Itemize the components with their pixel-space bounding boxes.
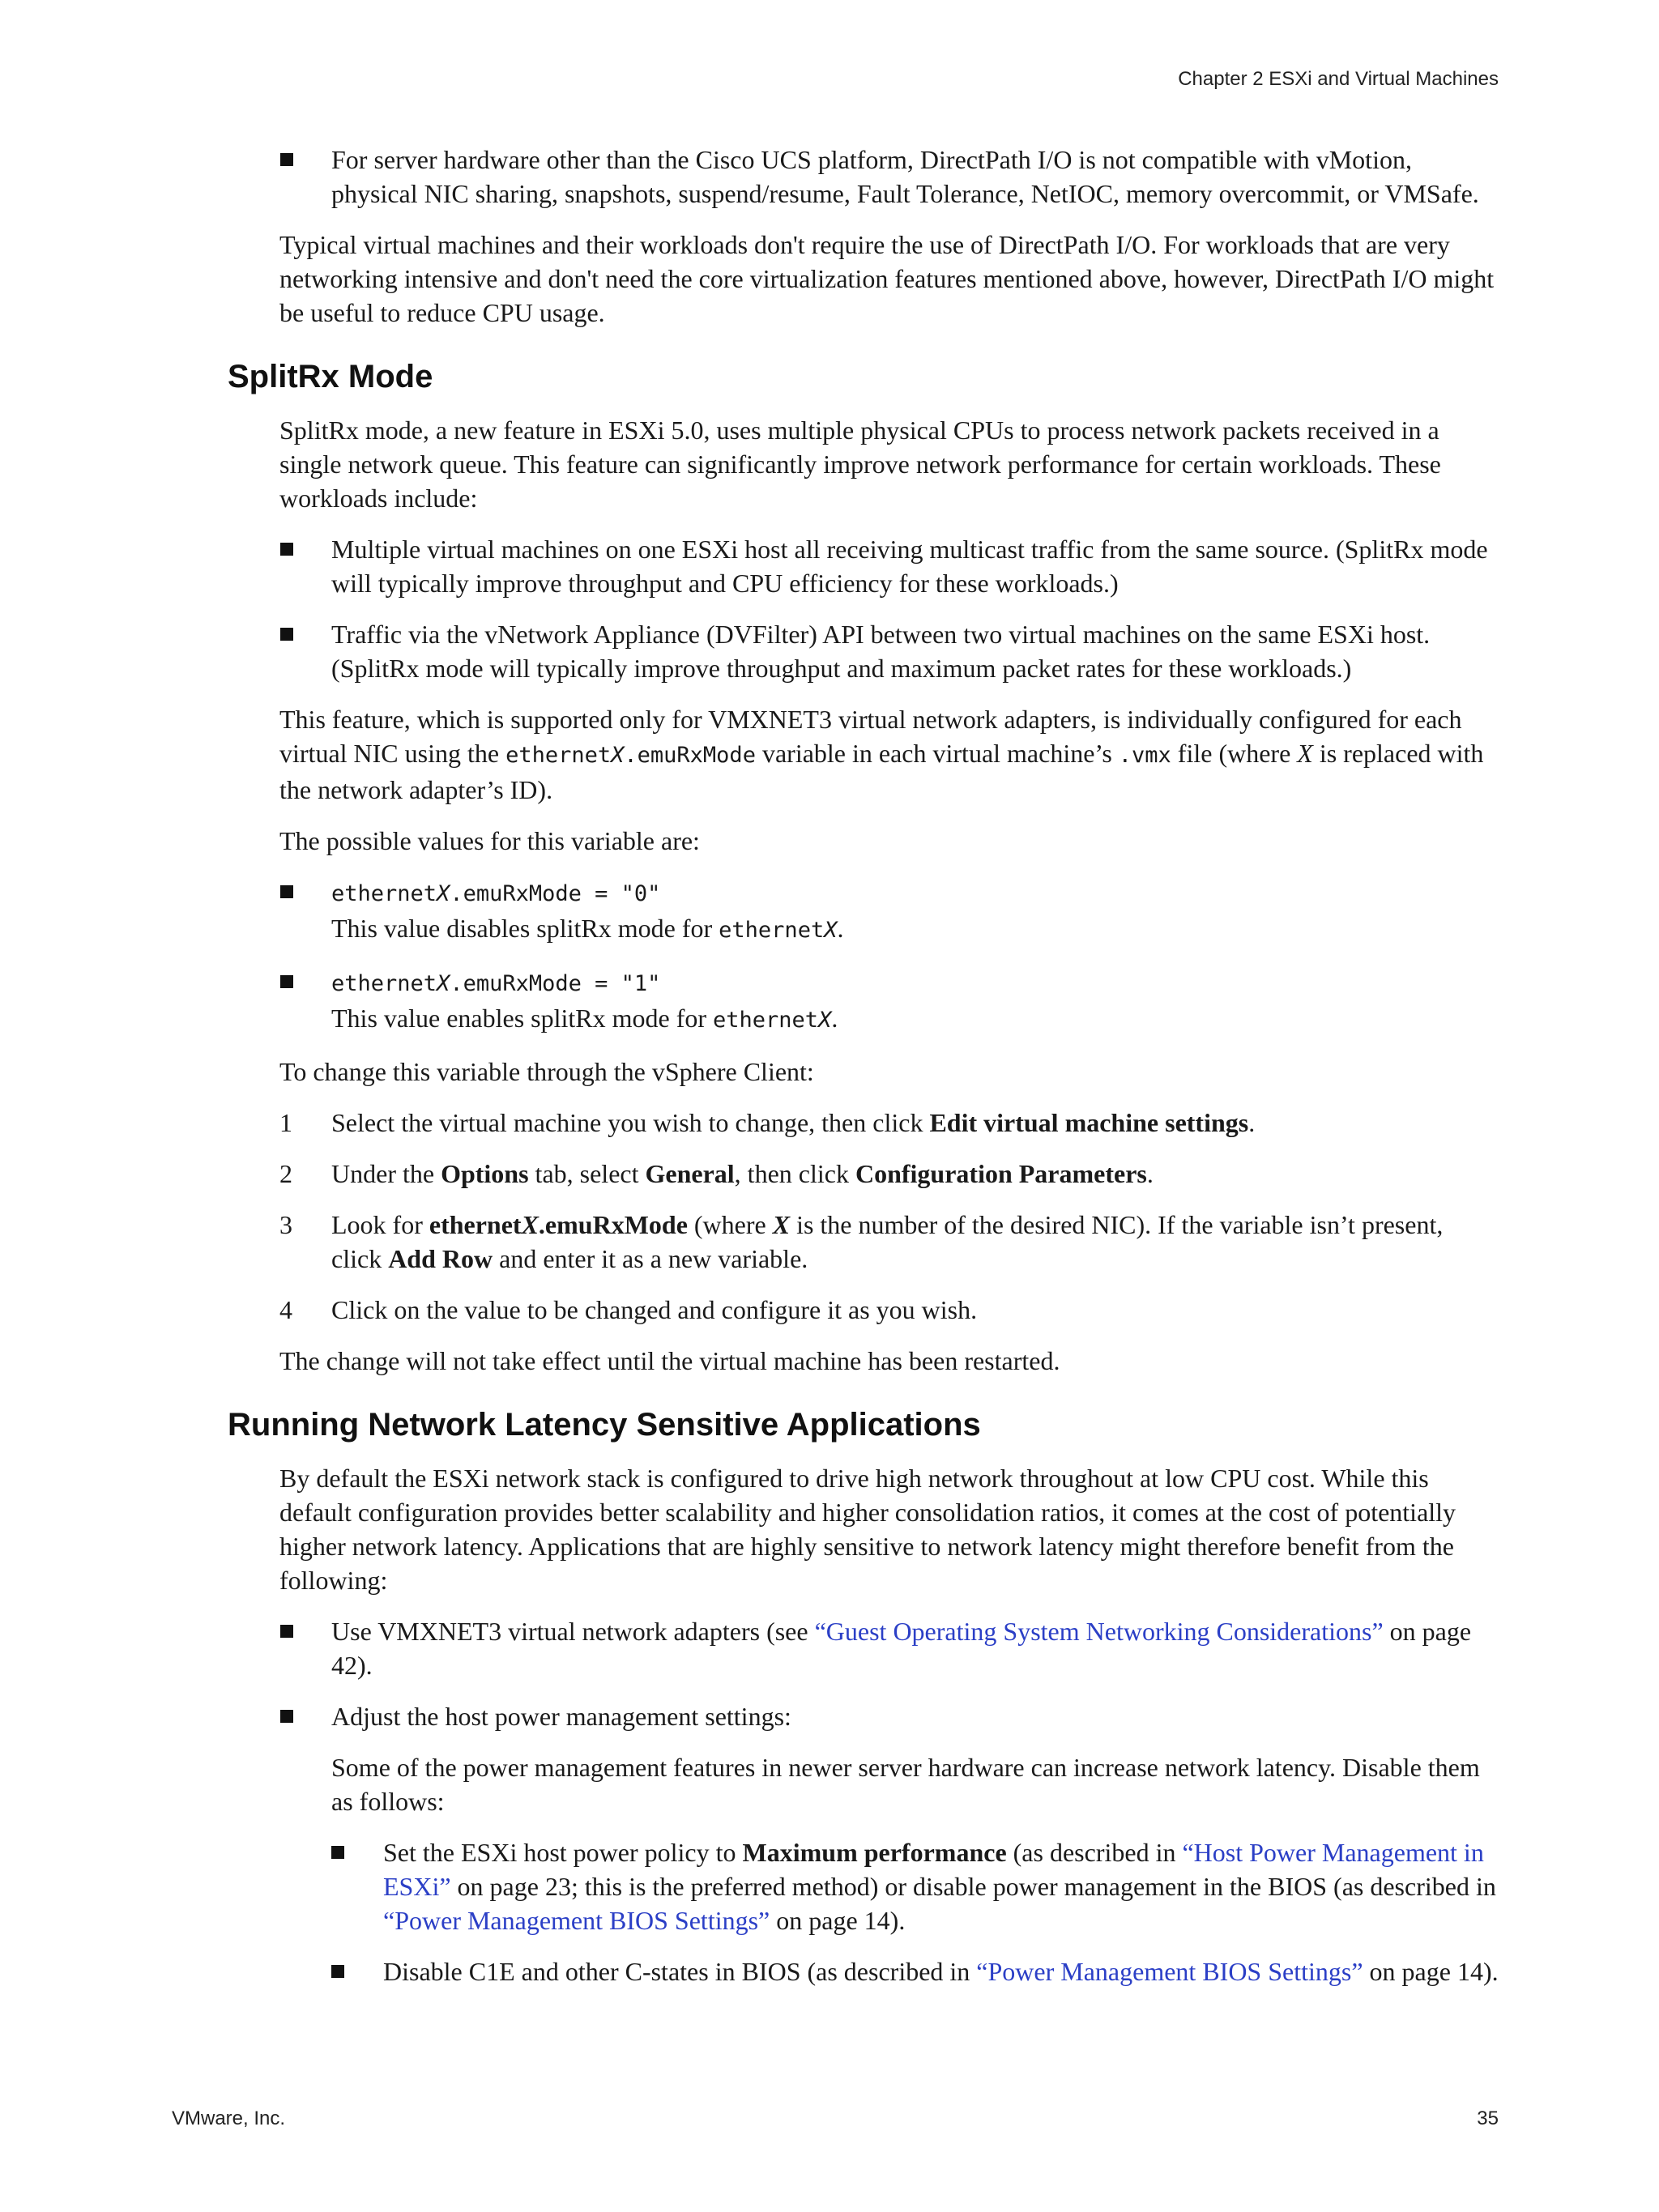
code-value: ethernetX.emuRxMode = "1": [331, 971, 661, 996]
possible-values-paragraph: The possible values for this variable are:: [279, 826, 700, 855]
section-heading-latency: Running Network Latency Sensitive Applications: [228, 1407, 981, 1443]
list-item: Traffic via the vNetwork Appliance (DVFilter) API between two virtual machines on the same ESXi host. (SplitRx mode will typically improve throughput and maximum packet rates for these workloads.): [228, 617, 1499, 685]
list-item: Adjust the host power management settings: Some of the power management features in newer server hardware can increase network latency. Disable them as follows:: [228, 1699, 1499, 1818]
cross-reference-link[interactable]: “Host Power Management in ESXi”: [383, 1838, 1484, 1901]
latency-intro-paragraph: By default the ESXi network stack is configured to drive high network throughout at low CPU cost. While this default configuration provides better scalability and higher consolidation ratios, it comes at the cost of potentially higher network latency. Applications that are highly sensitive to network latency might therefore benefit from the following:: [279, 1464, 1456, 1595]
code-value: ethernetX.emuRxMode = "0": [331, 881, 661, 906]
page-number: 35: [1477, 2108, 1499, 2129]
procedure-steps: [228, 1106, 1499, 1327]
step-item: 3 Look for ethernetX.emuRxMode (where X is the number of the desired NIC). If the variable isn’t present, click Add Row and enter it as a new variable.: [279, 1210, 1444, 1273]
footer-company: VMware, Inc.: [172, 2108, 286, 2129]
restart-note-paragraph: The change will not take effect until the virtual machine has been restarted.: [279, 1346, 1060, 1375]
section-heading-splitrx: SplitRx Mode: [228, 359, 433, 394]
step-item: 4 Click on the value to be changed and configure it as you wish.: [279, 1295, 978, 1324]
list-item: ethernetX.emuRxMode = "1" This value enables splitRx mode for ethernetX.: [228, 965, 1499, 1038]
splitrx-intro-paragraph: SplitRx mode, a new feature in ESXi 5.0, uses multiple physical CPUs to process network packets received in a single network queue. This feature can significantly improve network performance for certain workloads. These workloads include:: [279, 416, 1441, 513]
splitrx-config-paragraph: This feature, which is supported only for VMXNET3 virtual network adapters, is individually configured for each virtual NIC using the ethernetX.emuRxMode variable in each virtual machine’s .vmx file (where X is replaced with the network adapter’s ID).: [279, 705, 1484, 804]
page-body: [228, 143, 1499, 2005]
list-item: Multiple virtual machines on one ESXi host all receiving multicast traffic from the same source. (SplitRx mode will typically improve throughput and CPU efficiency for these workloads.): [228, 532, 1499, 600]
power-settings-list: [228, 1835, 1499, 1988]
splitrx-workload-list: [228, 532, 1499, 685]
inline-code: ethernetX.emuRxMode: [505, 743, 756, 768]
inline-code: .vmx: [1118, 743, 1171, 768]
sub-paragraph: Some of the power management features in newer server hardware can increase network latency. Disable them as follows:: [331, 1753, 1480, 1816]
cross-reference-link[interactable]: “Guest Operating System Networking Considerations”: [814, 1617, 1384, 1646]
list-item: Disable C1E and other C-states in BIOS (as described in “Power Management BIOS Settings” on page 14).: [228, 1954, 1499, 1988]
cross-reference-link[interactable]: “Power Management BIOS Settings”: [383, 1906, 770, 1935]
vsphere-intro-paragraph: To change this variable through the vSphere Client:: [279, 1057, 814, 1086]
list-item: ethernetX.emuRxMode = "0" This value disables splitRx mode for ethernetX.: [228, 875, 1499, 948]
latency-recommendations-list: [228, 1614, 1499, 1818]
step-item: 1 Select the virtual machine you wish to change, then click Edit virtual machine settings.: [279, 1108, 1256, 1137]
cross-reference-link[interactable]: “Power Management BIOS Settings”: [976, 1957, 1363, 1986]
running-header: Chapter 2 ESXi and Virtual Machines: [1178, 68, 1499, 90]
list-item: Use VMXNET3 virtual network adapters (see “Guest Operating System Networking Considerations” on page 42).: [228, 1614, 1499, 1682]
intro-paragraph: Typical virtual machines and their workloads don't require the use of DirectPath I/O. For workloads that are very networking intensive and don't need the core virtualization features mentioned above, however, DirectPath I/O might be useful to reduce CPU usage.: [279, 230, 1495, 327]
step-item: 2 Under the Options tab, select General, then click Configuration Parameters.: [279, 1159, 1154, 1188]
variable-values-list: [228, 875, 1499, 1038]
list-item: For server hardware other than the Cisco UCS platform, DirectPath I/O is not compatible with vMotion, physical NIC sharing, snapshots, suspend/resume, Fault Tolerance, NetIOC, memory overcommit, or VMSafe.: [228, 143, 1499, 211]
intro-bullet-list: [228, 143, 1499, 211]
list-item: Set the ESXi host power policy to Maximum performance (as described in “Host Power Management in ESXi” on page 23; this is the preferred method) or disable power management in the BIOS (as described in “Power Management BIOS Settings” on page 14).: [228, 1835, 1499, 1937]
